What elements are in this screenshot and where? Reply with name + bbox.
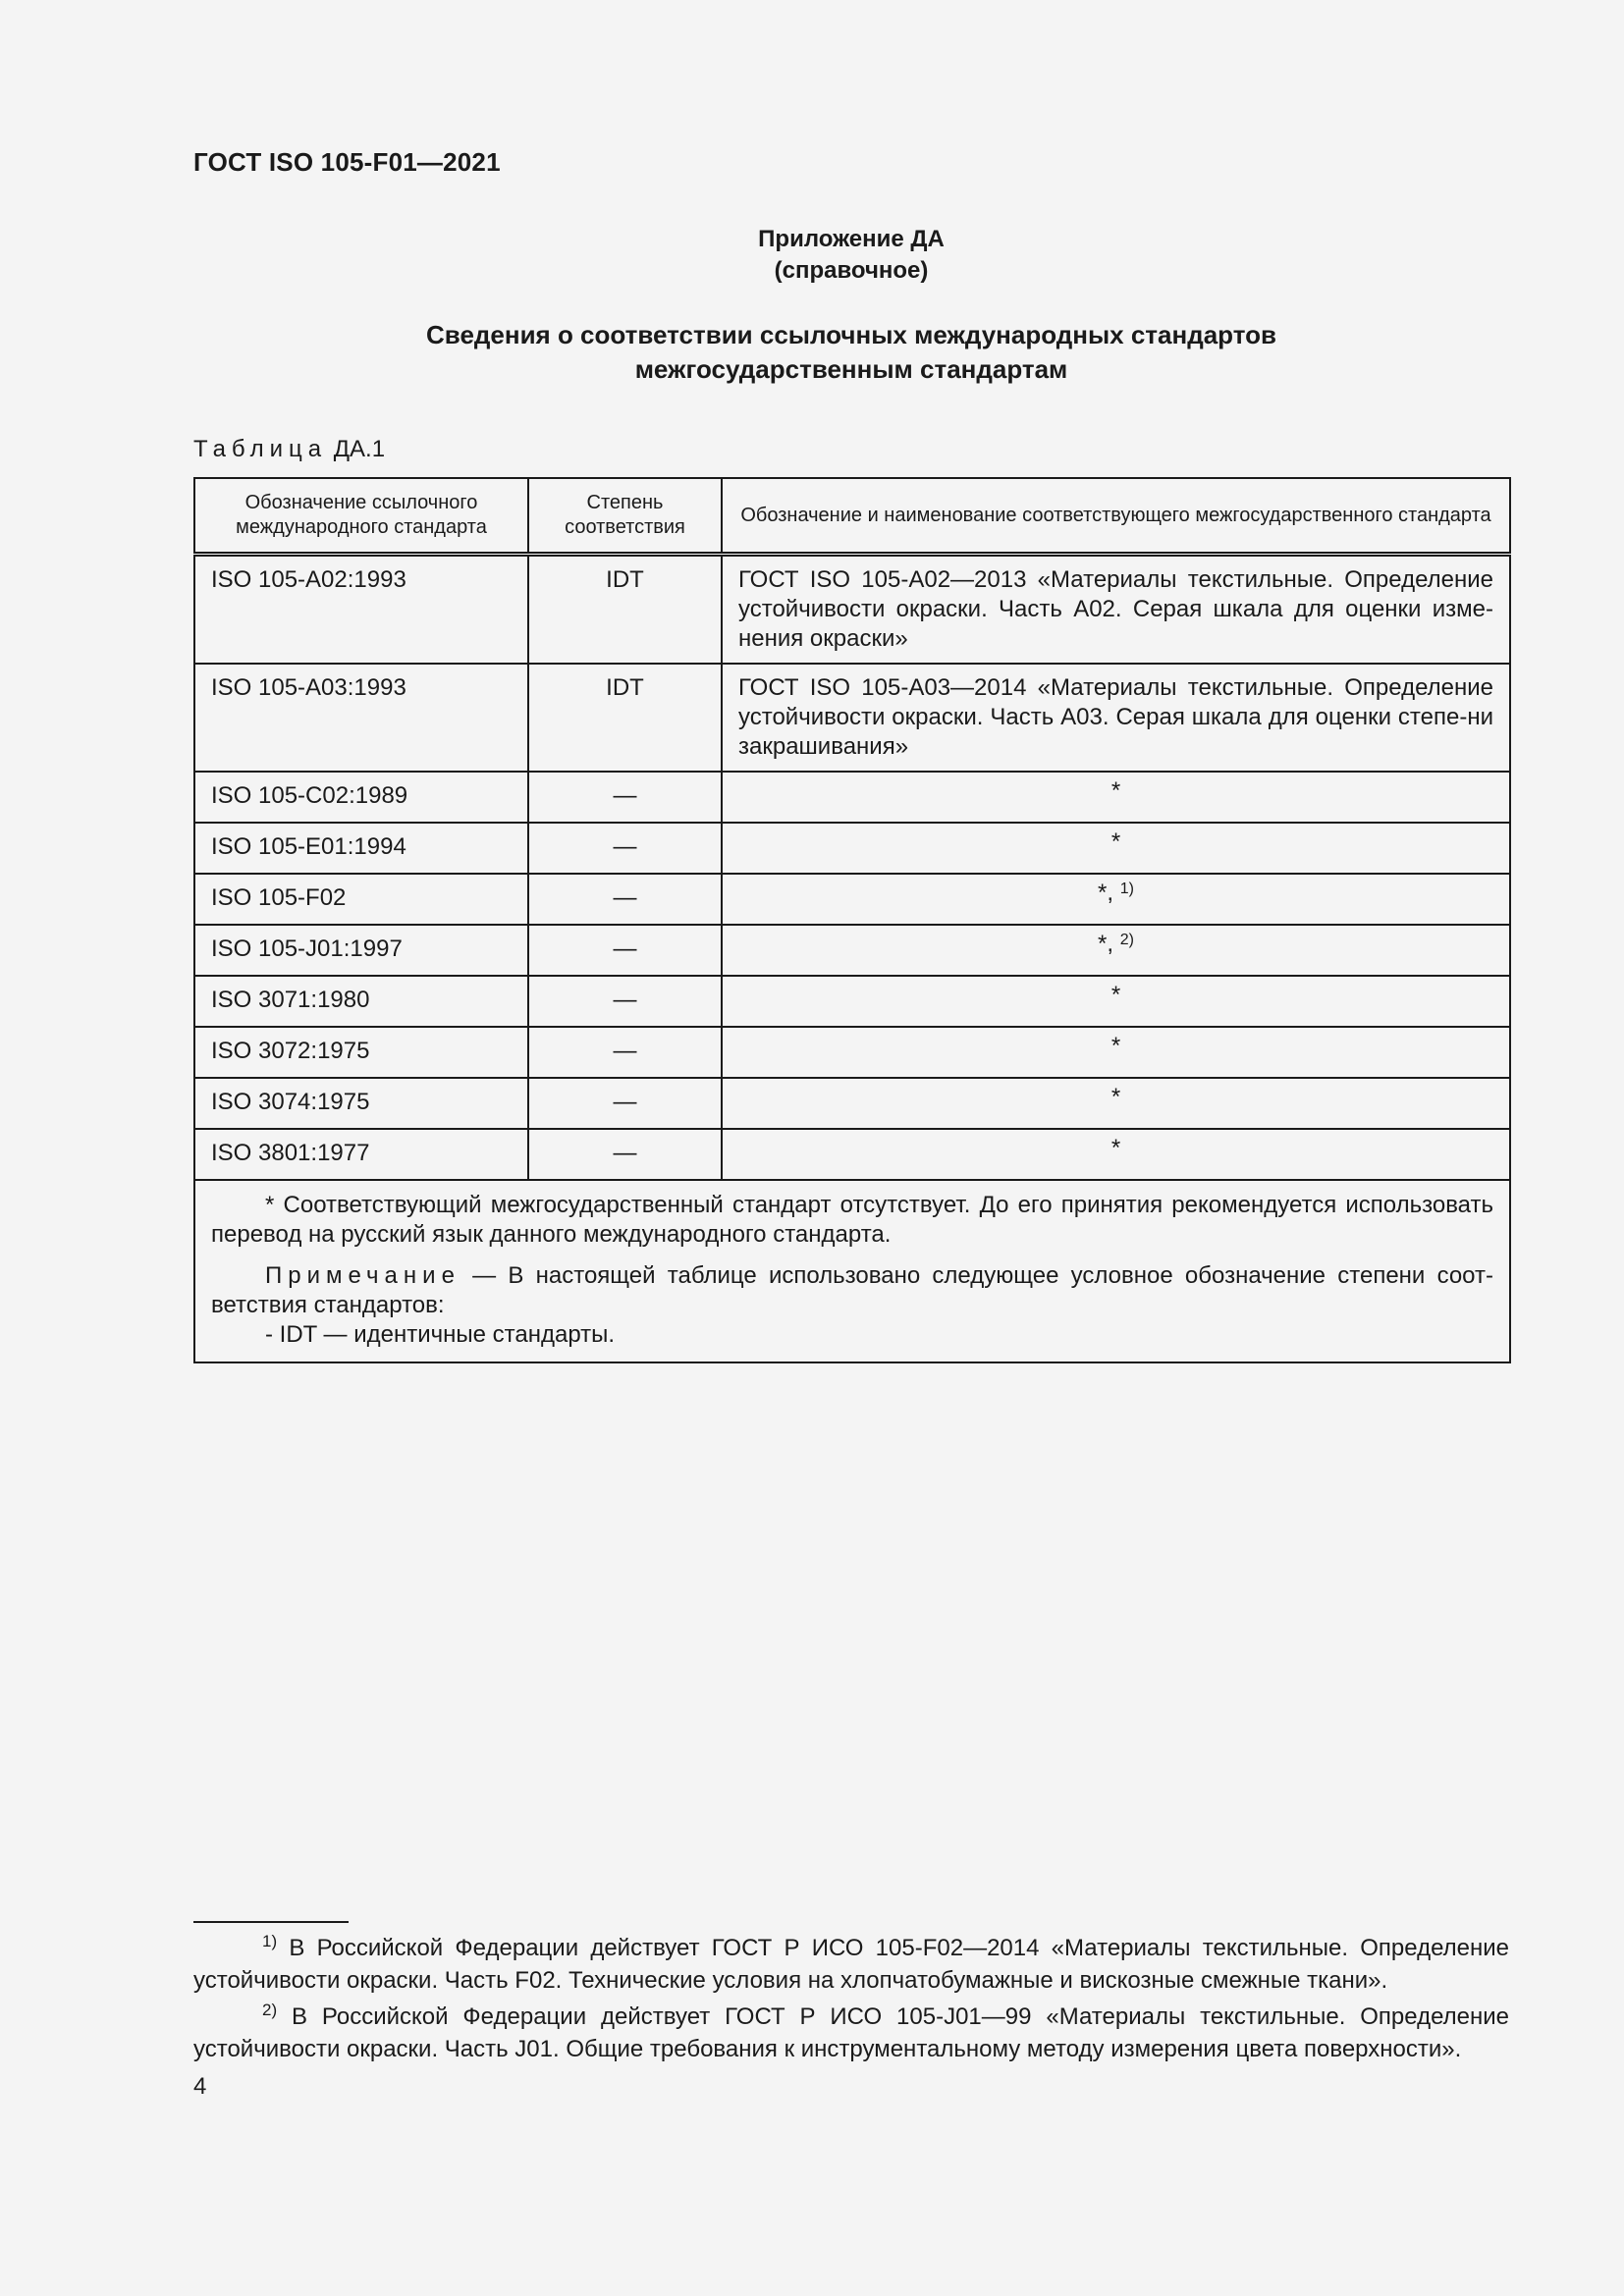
table-note: [211, 1261, 1493, 1320]
cell-gost: *: [722, 772, 1510, 823]
cell-degree: —: [528, 1129, 722, 1180]
footnote-1-text: В Российской Федерации действует ГОСТ Р ИСО 105-F02—2014 «Материалы текстильные. Определение устойчивости окраски. Часть F02. Технические условия на хлопчатобумажные и вискозные смежные ткани».: [193, 1935, 1509, 1994]
table-header-row: [194, 478, 1510, 555]
table-row: [194, 1027, 1510, 1078]
document-code-header: ГОСТ ISO 105-F01—2021: [193, 147, 501, 177]
annex-title: [193, 318, 1509, 387]
footnote-2-mark: 2): [262, 2001, 278, 2019]
page-number: 4: [193, 2073, 207, 2100]
cell-degree: —: [528, 976, 722, 1027]
annex-heading: [193, 224, 1509, 287]
footnote-1-mark: 1): [262, 1932, 278, 1950]
star-footnote: * Соответствующий межгосударственный стандарт отсутствует. До его принятия рекомендуется использовать перевод на русский язык данного международного стандарта.: [211, 1192, 1493, 1248]
cell-degree: IDT: [528, 664, 722, 772]
table-caption: [193, 436, 385, 463]
note-text: — В настоящей таблице использовано следующее условное обозначение степени соот-ветствия стандартов:: [211, 1262, 1493, 1318]
cell-reference: ISO 3072:1975: [194, 1027, 528, 1078]
cell-reference: ISO 105-A02:1993: [194, 555, 528, 665]
table-row: [194, 1078, 1510, 1129]
cell-degree: —: [528, 823, 722, 874]
cell-gost: *: [722, 1078, 1510, 1129]
footnote-ref-1: 1): [1119, 881, 1134, 897]
table-notes-row: [194, 1180, 1510, 1362]
cell-reference: ISO 3071:1980: [194, 976, 528, 1027]
note-label: Примечание: [265, 1262, 460, 1289]
cell-gost: ГОСТ ISO 105-A03—2014 «Материалы текстильные. Определение устойчивости окраски. Часть A03. Серая шкала для оценки степе-ни закрашивания»: [722, 664, 1510, 772]
annex-label: Приложение ДА: [758, 226, 945, 252]
table-notes: [194, 1180, 1510, 1362]
star-mark: *,: [1098, 931, 1114, 957]
annex-title-line-2: межгосударственным стандартам: [634, 354, 1068, 384]
table-row: [194, 772, 1510, 823]
table-row: [194, 1129, 1510, 1180]
footnote-2-text: В Российской Федерации действует ГОСТ Р ИСО 105-J01—99 «Материалы текстильные. Определение устойчивости окраски. Часть J01. Общие требования к инструментальному методу измерения цвета поверхности».: [193, 2003, 1509, 2062]
cell-reference: ISO 105-C02:1989: [194, 772, 528, 823]
table-row: [194, 976, 1510, 1027]
footnote-ref-2: 2): [1119, 932, 1134, 948]
table-row: [194, 925, 1510, 976]
table-caption-number: ДА.1: [333, 436, 386, 462]
header-reference-standard: Обозначение ссылочного международного стандарта: [194, 478, 528, 555]
table-row: [194, 664, 1510, 772]
cell-gost: *: [722, 976, 1510, 1027]
annex-kind: (справочное): [774, 257, 929, 284]
footnote-separator: [193, 1921, 349, 1923]
table-row: [194, 823, 1510, 874]
table-row: [194, 555, 1510, 665]
cell-gost: [722, 874, 1510, 925]
header-degree: Степень соответствия: [528, 478, 722, 555]
cell-reference: ISO 105-E01:1994: [194, 823, 528, 874]
footnote-1: [193, 1932, 1509, 1997]
header-interstate-standard: Обозначение и наименование соответствующего межгосударственного стандарта: [722, 478, 1510, 555]
cell-reference: ISO 105-J01:1997: [194, 925, 528, 976]
cell-gost: ГОСТ ISO 105-A02—2013 «Материалы текстильные. Определение устойчивости окраски. Часть A02. Серая шкала для оценки изме-нения окраски»: [722, 555, 1510, 665]
cell-degree: IDT: [528, 555, 722, 665]
cell-reference: ISO 105-A03:1993: [194, 664, 528, 772]
cell-degree: —: [528, 1078, 722, 1129]
table-caption-word: Таблица: [193, 436, 328, 462]
footnote-2: [193, 2001, 1509, 2065]
note-item: - IDT — идентичные стандарты.: [265, 1321, 616, 1348]
annex-title-line-1: Сведения о соответствии ссылочных международных стандартов: [426, 320, 1276, 349]
cell-reference: ISO 3074:1975: [194, 1078, 528, 1129]
cell-degree: —: [528, 772, 722, 823]
page-footnotes: [193, 1932, 1509, 2069]
star-mark: *,: [1098, 880, 1114, 906]
cell-gost: *: [722, 1027, 1510, 1078]
cell-degree: —: [528, 874, 722, 925]
correspondence-table: [193, 477, 1511, 1363]
cell-gost: *: [722, 823, 1510, 874]
cell-reference: ISO 3801:1977: [194, 1129, 528, 1180]
cell-degree: —: [528, 1027, 722, 1078]
cell-degree: —: [528, 925, 722, 976]
cell-reference: ISO 105-F02: [194, 874, 528, 925]
table-row: [194, 874, 1510, 925]
cell-gost: [722, 925, 1510, 976]
cell-gost: *: [722, 1129, 1510, 1180]
